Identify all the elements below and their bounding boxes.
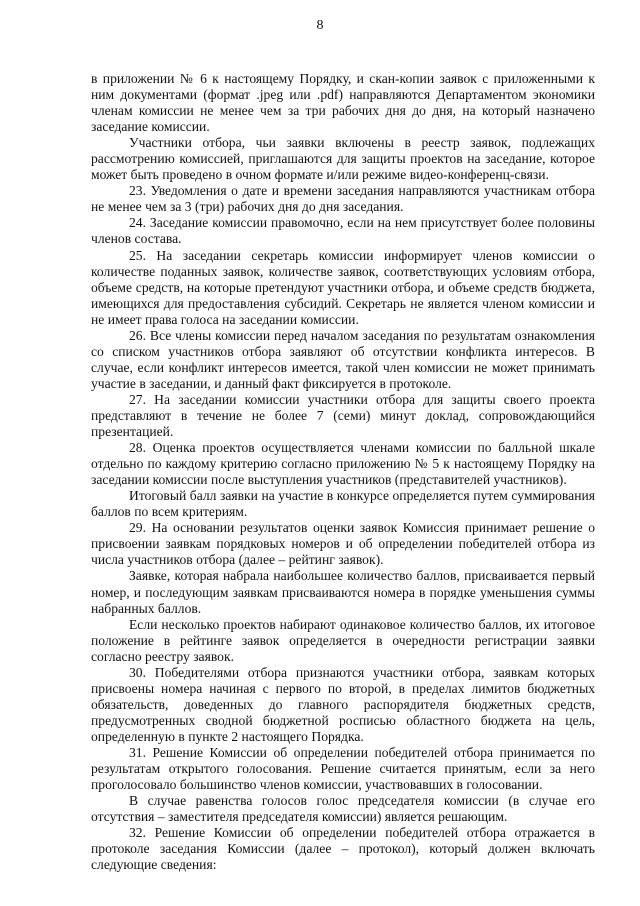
paragraph-tie-vote: В случае равенства голосов голос председателя комиссии (в случае его отсутствия – заместителя председателя комиссии) является решающим. bbox=[91, 793, 595, 825]
paragraph-first-number: Заявке, которая набрала наибольшее количество баллов, присваивается первый номер, и последующим заявкам присваиваются номера в порядке уменьшения суммы набранных баллов. bbox=[91, 568, 595, 616]
paragraph-continuation: в приложении № 6 к настоящему Порядку, и скан-копии заявок с приложенными к ним документами (формат .jpeg или .pdf) направляются Департаментом экономики членам комиссии не менее чем за три рабочих дня до дня, на который назначено заседание комиссии. bbox=[91, 71, 595, 135]
paragraph-32: 32. Решение Комиссии об определении победителей отбора отражается в протоколе заседания Комиссии (далее – протокол), который должен включать следующие сведения: bbox=[91, 825, 595, 873]
paragraph-29: 29. На основании результатов оценки заявок Комиссия принимает решение о присвоении заявкам порядковых номеров и об определении победителей отбора из числа участников отбора (далее – рейтинг заявок). bbox=[91, 520, 595, 568]
paragraph-31: 31. Решение Комиссии об определении победителей отбора принимается по результатам открытого голосования. Решение считается принятым, если за него проголосовало большинство членов комиссии, участвовавших в голосовании. bbox=[91, 744, 595, 793]
paragraph-30: 30. Победителями отбора признаются участники отбора, заявкам которых присвоены номера начиная с первого по второй, в пределах лимитов бюджетных обязательств, доведенных до главного распорядителя бюджетных средств, предусмотренных сводной бюджетной росписью областного бюджета на цель, определенную в пункте 2 настоящего Порядка. bbox=[91, 664, 595, 744]
paragraph-23: 23. Уведомления о дате и времени заседания направляются участникам отбора не менее чем за 3 (три) рабочих дня до дня заседания. bbox=[91, 183, 595, 215]
paragraph-24: 24. Заседание комиссии правомочно, если на нем присутствует более половины членов состава. bbox=[91, 215, 595, 247]
paragraph-equal-scores: Если несколько проектов набирают одинаковое количество баллов, их итоговое положение в рейтинге заявок определяется в очередности регистрации заявки согласно реестру заявок. bbox=[91, 616, 595, 664]
document-body bbox=[91, 71, 595, 873]
paragraph-27: 27. На заседании комиссии участники отбора для защиты своего проекта представляют в течение не более 7 (семи) минут доклад, сопровождающийся презентацией. bbox=[91, 391, 595, 440]
paragraph-final-score: Итоговый балл заявки на участие в конкурсе определяется путем суммирования баллов по всем критериям. bbox=[91, 488, 595, 520]
page-number: 8 bbox=[316, 18, 324, 33]
paragraph-25: 25. На заседании секретарь комиссии информирует членов комиссии о количестве поданных заявок, количестве заявок, соответствующих условиям отбора, объеме средств, на которые претендуют участники отбора, и объеме средств бюджета, имеющихся для предоставления субсидий. Секретарь не является членом комиссии и не имеет права голоса на заседании комиссии. bbox=[91, 247, 595, 327]
paragraph-28: 28. Оценка проектов осуществляется членами комиссии по балльной шкале отдельно по каждому критерию согласно приложению № 5 к настоящему Порядку на заседании комиссии после выступления участников (представителей участников). bbox=[91, 440, 595, 488]
paragraph-26: 26. Все члены комиссии перед началом заседания по результатам ознакомления со списком участников отбора заявляют об отсутствии конфликта интересов. В случае, если конфликт интересов имеется, такой член комиссии не может принимать участие в заседании, и данный факт фиксируется в протоколе. bbox=[91, 327, 595, 391]
paragraph-participants-invited: Участники отбора, чьи заявки включены в реестр заявок, подлежащих рассмотрению комиссией, приглашаются для защиты проектов на заседание, которое может быть проведено в очном формате и/или режиме видео-конференц-связи. bbox=[91, 135, 595, 183]
